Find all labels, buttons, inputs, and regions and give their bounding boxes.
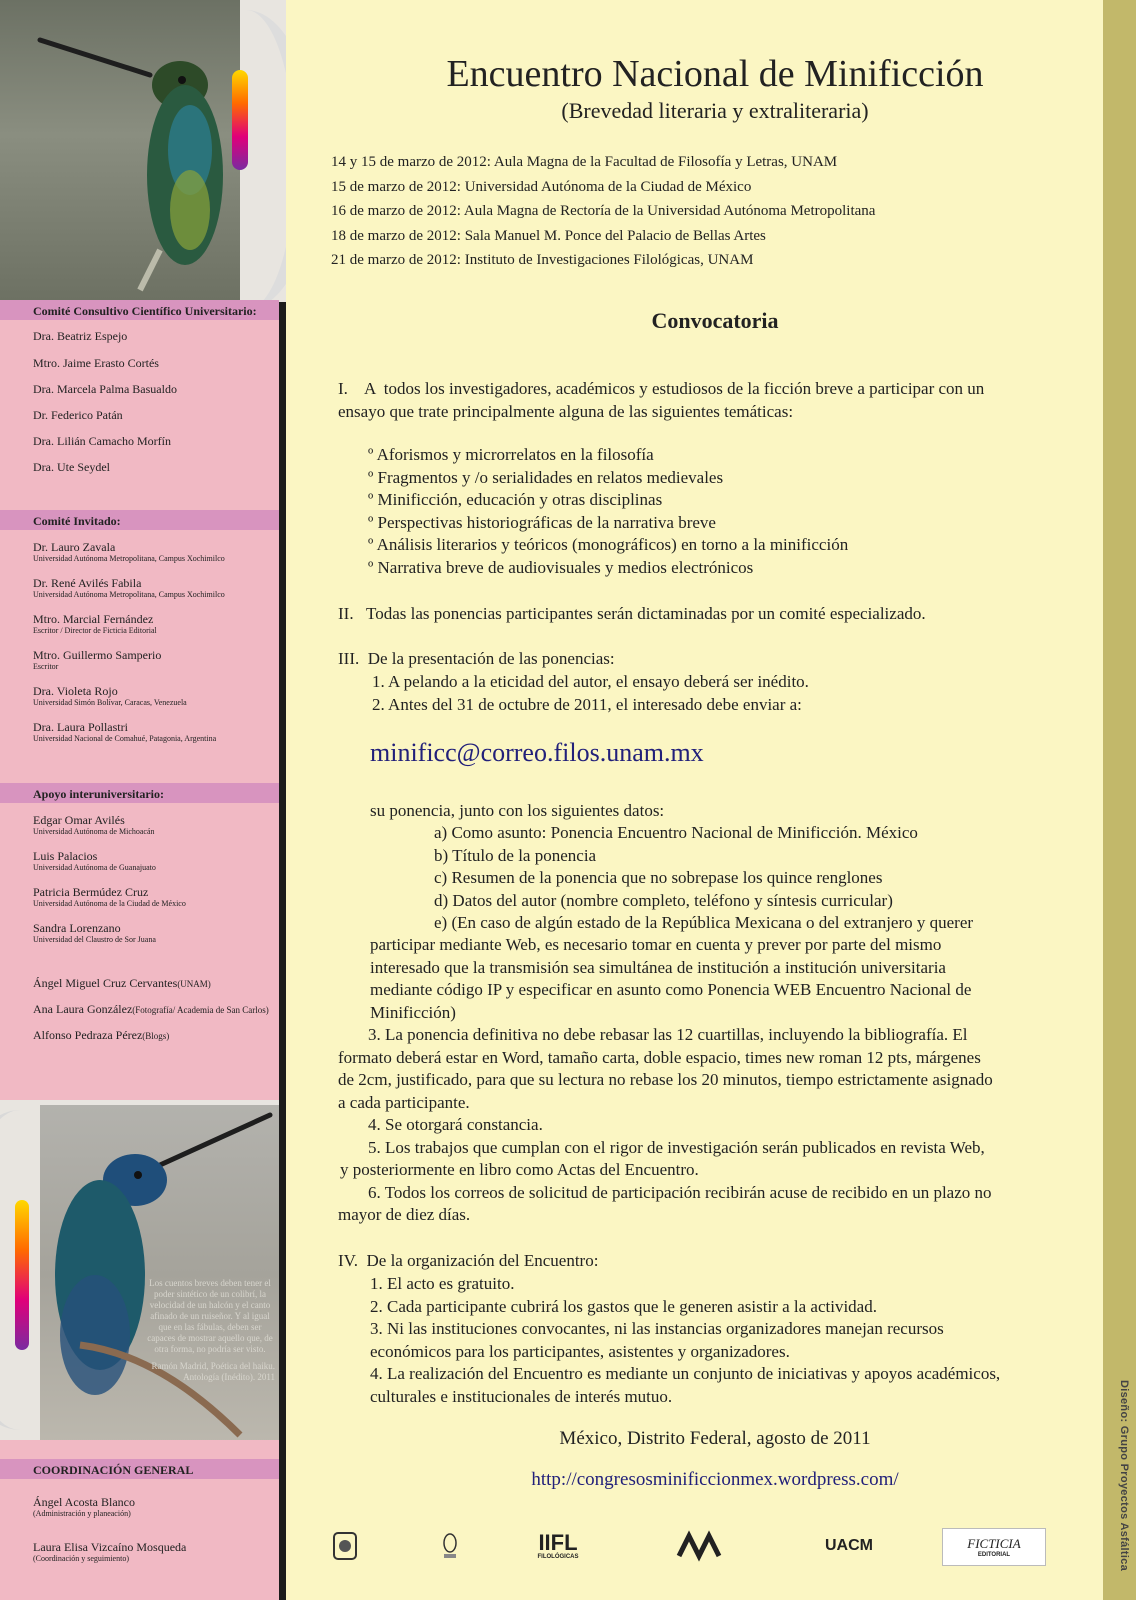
apoyo-member: Edgar Omar Avilés Universidad Autónoma de Michoacán — [33, 813, 155, 836]
section-iii-item: 1. A pelando a la eticidad del autor, el ensayo deberá ser inédito. — [372, 672, 809, 691]
topic-item: º Perspectivas historiográficas de la narrativa breve — [368, 512, 716, 532]
topic-item: º Análisis literarios y teóricos (monográficos) en torno a la minificción — [368, 535, 849, 554]
coordinacion-member: Ángel Acosta Blanco (Administración y planeación) — [33, 1495, 135, 1518]
apoyo-member: Sandra Lorenzano Universidad del Claustro de Sor Juana — [33, 921, 156, 944]
unam-seal-icon — [330, 1528, 360, 1564]
topic-item: º Aforismos y microrrelatos en la filosofía — [368, 445, 654, 464]
rainbow-stripe — [232, 70, 248, 170]
event-date: 18 de marzo de 2012: Sala Manuel M. Ponce del Palacio de Bellas Artes — [331, 227, 766, 244]
page-subtitle: (Brevedad literaria y extraliteraria) — [561, 98, 869, 123]
apoyo-title: Apoyo interuniversitario: — [33, 787, 164, 801]
topic-item: º Narrativa breve de audiovisuales y medios electrónicos — [368, 557, 754, 577]
invitado-member: Dr. René Avilés Fabila Universidad Autónoma Metropolitana, Campus Xochimilco — [33, 576, 225, 599]
section-iii-item: 2. Antes del 31 de octubre de 2011, el interesado debe enviar a: — [372, 695, 802, 714]
submission-email-link[interactable]: minificc@correo.filos.unam.mx — [370, 738, 704, 767]
data-item-e: participar mediante Web, es necesario tomar en cuenta y prever por parte del mismo interesado que la transmisión sea simultánea de institución a institución universitaria mediante código IP y especificar en asunto como Ponencia WEB Encuentro Nacional de Minificción) — [370, 935, 972, 1022]
section-iii-title: III. De la presentación de las ponencias: — [338, 649, 615, 668]
decorative-arc — [175, 10, 286, 310]
consultivo-member: Dr. Federico Patán — [33, 408, 123, 422]
uacm-logo: UACM — [825, 1537, 873, 1554]
event-dates — [331, 150, 875, 273]
place-date: México, Distrito Federal, agosto de 2011 — [559, 1428, 871, 1449]
event-date: 14 y 15 de marzo de 2012: Aula Magna de la Facultad de Filosofía y Letras, UNAM — [331, 154, 838, 170]
consultivo-member: Mtro. Jaime Erasto Cortés — [33, 356, 159, 370]
section-i: I. A todos los investigadores, académicos y estudiosos de la ficción breve a participar con un ensayo que trate principalmente alguna de las siguientes temáticas: — [338, 379, 985, 421]
invitado-member: Dra. Violeta Rojo Universidad Simón Bolívar, Caracas, Venezuela — [33, 684, 187, 707]
filosofia-seal-icon — [440, 1528, 460, 1564]
data-intro: su ponencia, junto con los siguientes datos: — [370, 801, 665, 820]
invitado-member: Dr. Lauro Zavala Universidad Autónoma Metropolitana, Campus Xochimilco — [33, 540, 225, 563]
invitado-member: Mtro. Marcial Fernández Escritor / Director de Ficticia Editorial — [33, 612, 157, 635]
coordinacion-member: Laura Elisa Vizcaíno Mosqueda (Coordinación y seguimiento) — [33, 1540, 187, 1563]
section-ii: II. Todas las ponencias participantes serán dictaminadas por un comité especializado. — [338, 604, 926, 623]
apoyo-member: Ana Laura González(Fotografía/ Academia de San Carlos) — [33, 1002, 269, 1016]
apoyo-member: Luis Palacios Universidad Autónoma de Guanajuato — [33, 849, 156, 872]
consultivo-title: Comité Consultivo Científico Universitario: — [33, 304, 257, 318]
data-item: a) Como asunto: Ponencia Encuentro Nacional de Minificción. México b) Título de la ponencia c) Resumen de la ponencia que no sobrepase los quince renglones d) Datos del autor (nombre completo, teléfono y síntesis curricular) e) (En caso de algún estado de la República Mexicana o del extranjero y querer — [434, 823, 974, 932]
apoyo-member: Patricia Bermúdez Cruz Universidad Autónoma de la Ciudad de México — [33, 885, 186, 908]
coordinacion-title: COORDINACIÓN GENERAL — [33, 1463, 194, 1477]
section-iv-title: IV. De la organización del Encuentro: — [338, 1251, 599, 1270]
invitado-member: Mtro. Guillermo Samperio Escritor — [33, 648, 162, 671]
topic-list — [368, 444, 848, 579]
event-date: 16 de marzo de 2012: Aula Magna de Rectoría de la Universidad Autónoma Metropolitana — [331, 203, 876, 219]
sponsor-logos — [320, 1528, 1080, 1568]
sidebar — [0, 0, 286, 1600]
apoyo-member: Alfonso Pedraza Pérez(Blogs) — [33, 1028, 170, 1042]
consultivo-member: Dra. Beatriz Espejo — [33, 329, 128, 343]
topic-item: º Minificción, educación y otras disciplinas — [368, 490, 663, 509]
rainbow-stripe — [15, 1200, 29, 1350]
iifl-logo: IIFL FILOLÓGICAS — [537, 1530, 579, 1560]
hummingbird-quote: Los cuentos breves deben tener el poder sintético de un colibrí, la velocidad de un halcón y el canto afinado de un ruiseñor. Y al igual que en las fábulas, deben ser capaces de mostrar aquello que, de otra forma, no podría ser visto. Ramón Madrid, Poética del haiku. Antología (Inédito). 2011 — [147, 1278, 275, 1382]
consultivo-member: Dra. Ute Seydel — [33, 460, 110, 474]
website-link[interactable]: http://congresosminificcionmex.wordpress.com/ — [531, 1469, 899, 1490]
apoyo-member: Ángel Miguel Cruz Cervantes(UNAM) — [33, 976, 211, 990]
section-iii-rules: 3. La ponencia definitiva no debe rebasar las 12 cuartillas, incluyendo la bibliografía. El formato deberá estar en Word, tamaño carta, doble espacio, times new roman 12 pts, márgenes de 2cm, justificado, para que su lectura no rebase los 20 minutos, tiempo estrictamente asignado a cada participante. 4. Se otorgará constancia. 5. Los trabajos que cumplan con el rigor de investigación serán publicados en revista Web, y posteriormente en libro como Actas del Encuentro. 6. Todos los correos de solicitud de participación recibirán acuse de recibido en un plazo no mayor de diez días. — [338, 1025, 993, 1224]
convocatoria-heading: Convocatoria — [651, 308, 779, 333]
design-credit: Diseño: Grupo Proyectos Asfáltica — [1118, 1380, 1130, 1572]
invitado-member: Dra. Laura Pollastri Universidad Nacional de Comahué, Patagonia, Argentina — [33, 720, 217, 743]
right-strip — [1103, 0, 1136, 1600]
uam-logo-icon — [674, 1528, 724, 1564]
page-title: Encuentro Nacional de Minificción — [446, 53, 984, 95]
sidebar-divider — [279, 302, 286, 1600]
event-date: 21 de marzo de 2012: Instituto de Investigaciones Filológicas, UNAM — [331, 252, 754, 268]
consultivo-member: Dra. Marcela Palma Basualdo — [33, 382, 177, 396]
invitado-title: Comité Invitado: — [33, 514, 121, 528]
event-date: 15 de marzo de 2012: Universidad Autónoma de la Ciudad de México — [331, 178, 752, 195]
consultivo-member: Dra. Lilián Camacho Morfín — [33, 434, 171, 448]
topic-item: º Fragmentos y /o serialidades en relatos medievales — [368, 467, 724, 487]
ficticia-logo: FICTICIA EDITORIAL — [942, 1528, 1046, 1566]
section-iv-items: 1. El acto es gratuito. 2. Cada participante cubrirá los gastos que le generen asistir a la actividad. 3. Ni las instituciones convocantes, ni las instancias organizadores manejan recursos económicos para los participantes, asistentes y organizadores. 4. La realización del Encuentro es mediante un conjunto de iniciativas y apoyos académicos, culturales e institucionales de interés mutuo. — [370, 1274, 1001, 1406]
